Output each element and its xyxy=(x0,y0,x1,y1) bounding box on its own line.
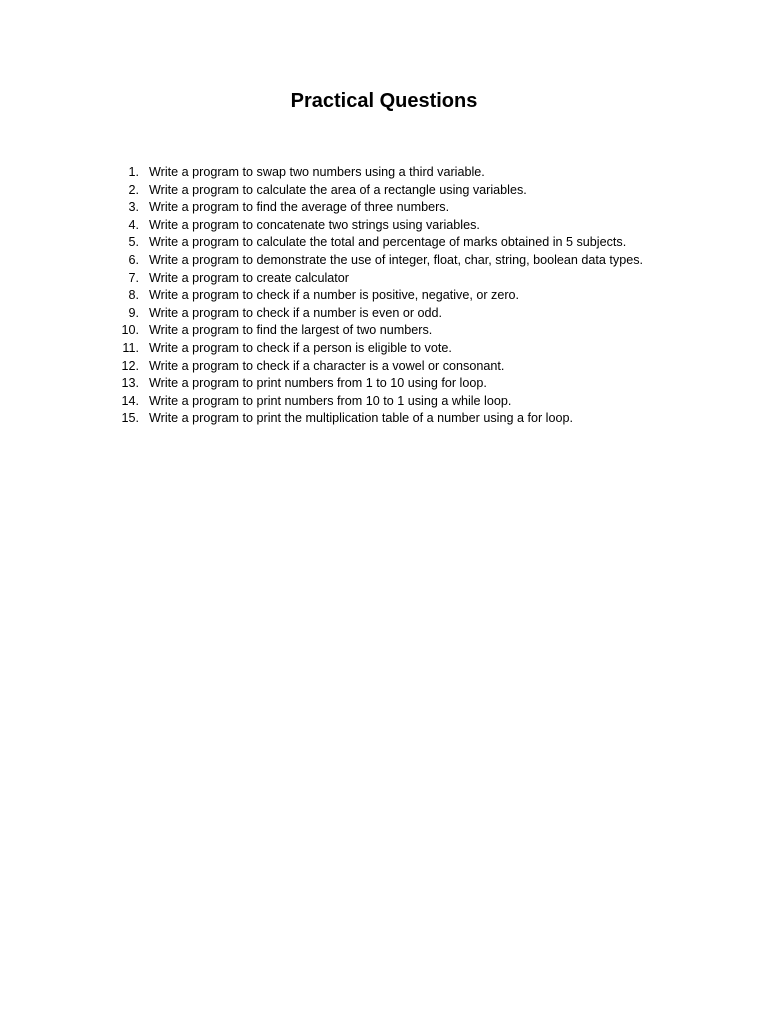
list-item-text: Write a program to calculate the total and percentage of marks obtained in 5 subjects. xyxy=(149,235,627,250)
list-item xyxy=(110,340,710,358)
list-item-text: Write a program to check if a number is even or odd. xyxy=(149,305,443,320)
list-item-text: Write a program to find the largest of two numbers. xyxy=(149,323,433,338)
list-item-text: Write a program to print numbers from 1 to 10 using for loop. xyxy=(149,376,487,391)
page-title: Practical Questions xyxy=(290,90,478,112)
list-item xyxy=(110,252,710,270)
list-item xyxy=(110,234,710,252)
list-item xyxy=(110,410,710,428)
list-item-text: Write a program to check if a character is a vowel or consonant. xyxy=(149,358,505,373)
list-item-number: 9. xyxy=(128,305,139,320)
list-item-number: 4. xyxy=(128,217,139,232)
questions-list xyxy=(110,164,710,428)
list-item xyxy=(110,393,710,411)
list-item xyxy=(110,375,710,393)
list-item-number: 2. xyxy=(128,182,139,197)
list-item-text: Write a program to concatenate two strings using variables. xyxy=(149,217,480,232)
list-item-text: Write a program to calculate the area of a rectangle using variables. xyxy=(149,182,527,197)
list-item xyxy=(110,182,710,200)
list-item-number: 5. xyxy=(128,235,139,250)
list-item-number: 14. xyxy=(121,393,139,408)
list-item xyxy=(110,287,710,305)
list-item xyxy=(110,305,710,323)
list-item xyxy=(110,199,710,217)
list-item-text: Write a program to swap two numbers using a third variable. xyxy=(149,165,485,179)
list-item-number: 15. xyxy=(121,411,139,426)
list-item-text: Write a program to demonstrate the use of integer, float, char, string, boolean data types. xyxy=(149,252,644,267)
list-item-number: 8. xyxy=(128,288,139,303)
list-item xyxy=(110,270,710,288)
list-item-text: Write a program to find the average of three numbers. xyxy=(149,200,450,215)
list-item-text: Write a program to check if a person is eligible to vote. xyxy=(149,340,452,355)
list-item xyxy=(110,217,710,235)
list-item xyxy=(110,322,710,340)
list-item xyxy=(110,358,710,376)
list-item-number: 1. xyxy=(128,165,139,179)
list-item-number: 13. xyxy=(121,376,139,391)
list-item-text: Write a program to check if a number is positive, negative, or zero. xyxy=(149,288,520,303)
list-item-number: 6. xyxy=(128,252,139,267)
list-item-text: Write a program to create calculator xyxy=(149,270,349,285)
list-item-number: 10. xyxy=(121,323,139,338)
list-item-text: Write a program to print numbers from 10 to 1 using a while loop. xyxy=(149,393,512,408)
list-item-number: 7. xyxy=(128,270,139,285)
list-item-number: 12. xyxy=(121,358,139,373)
list-item-number: 3. xyxy=(128,200,139,215)
list-item xyxy=(110,164,710,182)
list-item-number: 11. xyxy=(122,340,139,355)
list-item-text: Write a program to print the multiplication table of a number using a for loop. xyxy=(149,411,573,426)
